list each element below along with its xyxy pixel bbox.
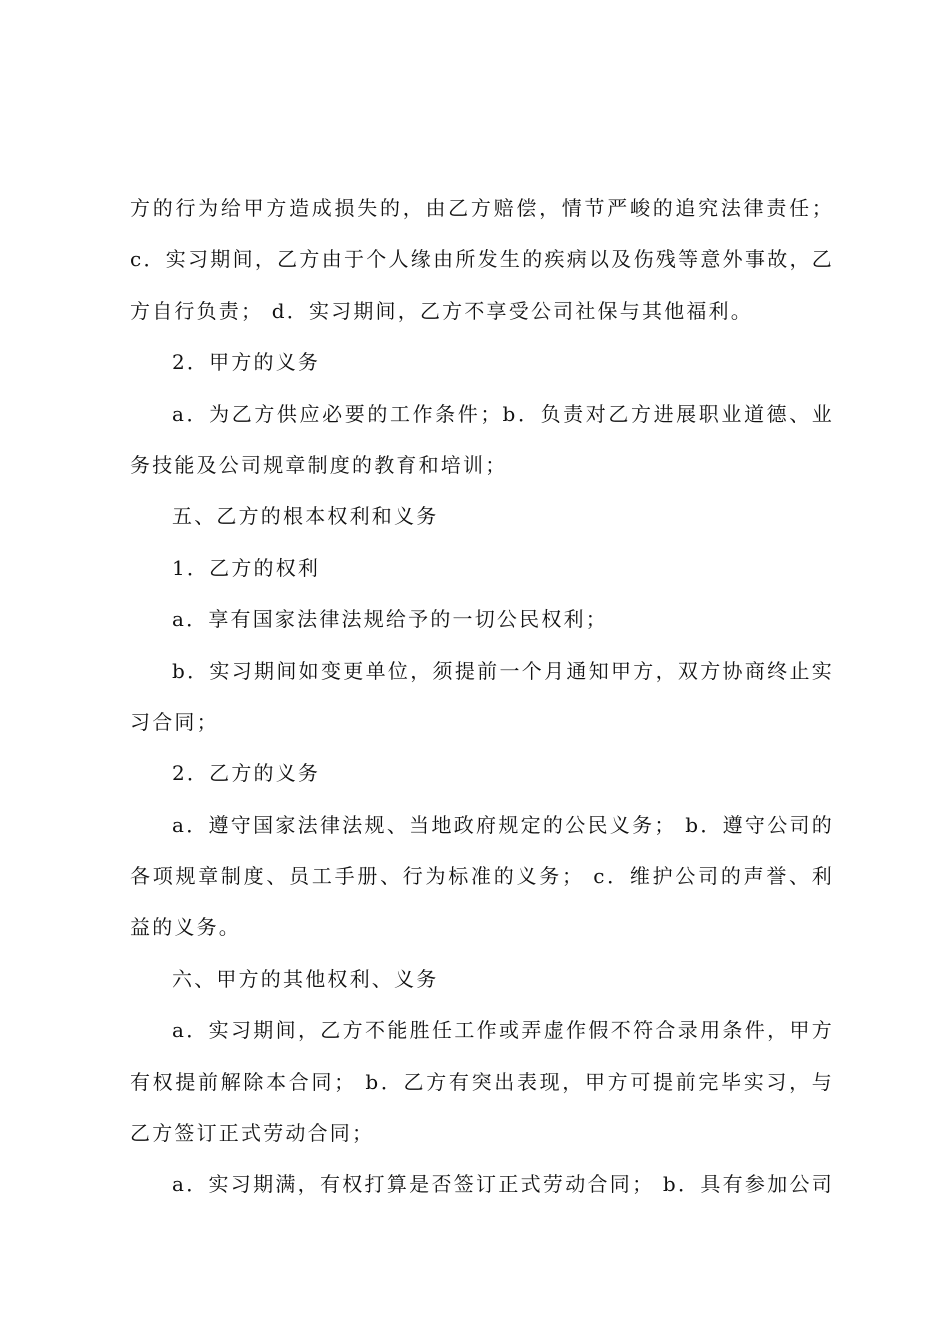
section-heading: 六、甲方的其他权利、义务 [172,966,439,991]
section-heading: 2．乙方的义务 [172,761,321,786]
text-line: a．享有国家法律法规给予的一切公民权利； [172,607,608,632]
text-line: a．实习期间，乙方不能胜任工作或弄虚作假不符合录用条件，甲方 [172,1018,834,1043]
text-line: 务技能及公司规章制度的教育和培训； [130,452,508,477]
text-line: 各项规章制度、员工手册、行为标准的义务； c．维护公司的声誉、利 [130,864,834,889]
text-line: a．实习期满，有权打算是否签订正式劳动合同； b．具有参加公司 [172,1172,834,1197]
text-line: 方的行为给甲方造成损失的，由乙方赔偿，情节严峻的追究法律责任； [130,196,834,220]
text-line: 有权提前解除本合同； b．乙方有突出表现，甲方可提前完毕实习，与 [130,1069,834,1094]
text-line: a．为乙方供应必要的工作条件；b．负责对乙方进展职业道德、业 [172,401,834,426]
text-line: c．实习期间，乙方由于个人缘由所发生的疾病以及伤残等意外事故，乙 [130,247,834,272]
text-line: 乙方签订正式劳动合同； [130,1121,375,1146]
text-line: a．遵守国家法律法规、当地政府规定的公民义务； b．遵守公司的 [172,812,834,837]
document-body [130,183,834,1211]
section-heading: 五、乙方的根本权利和义务 [172,504,439,529]
section-heading: 1．乙方的权利 [172,555,321,580]
text-line: b．实习期间如变更单位，须提前一个月通知甲方，双方协商终止实 [172,658,834,683]
text-line: 方自行负责； d．实习期间，乙方不享受公司社保与其他福利。 [130,298,753,323]
text-line: 习合同； [130,709,219,734]
text-line: 益的义务。 [130,915,241,940]
section-heading: 2．甲方的义务 [172,350,321,375]
